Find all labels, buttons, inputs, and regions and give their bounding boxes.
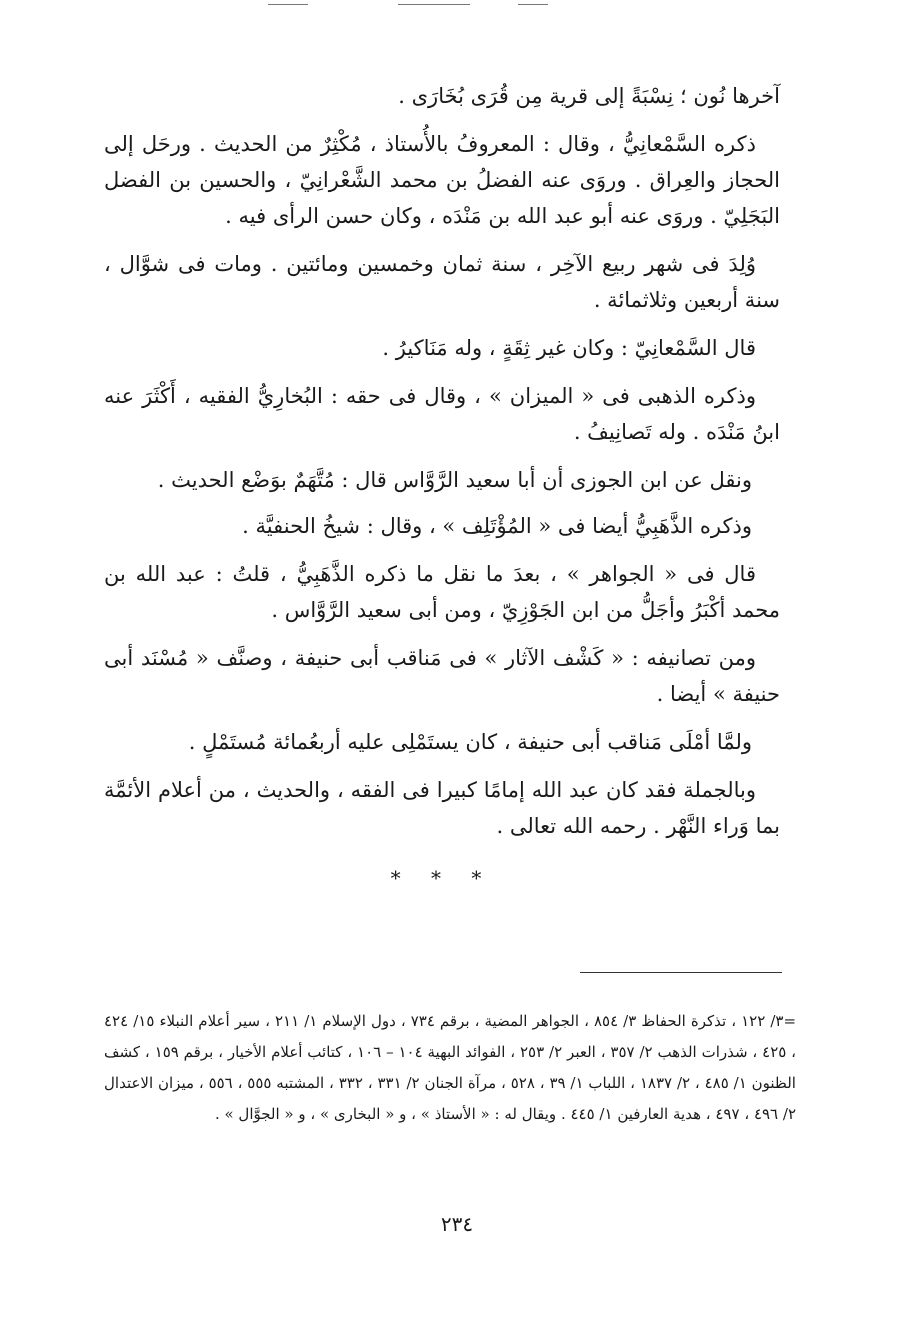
paragraph-11: وبالجملة فقد كان عبد الله إمامًا كبيرا فى الفقه ، والحديث ، من أعلام الأئمَّة بما وَراء النَّهْر . رحمه الله تعالى . bbox=[104, 778, 780, 838]
top-decorative-rules bbox=[0, 4, 914, 8]
page-number: ٢٣٤ bbox=[440, 1212, 474, 1236]
footnote-divider bbox=[580, 972, 782, 973]
paragraph-2: ذكره السَّمْعانِيُّ ، وقال : المعروفُ بالأُستاذ ، مُكْثِرٌ من الحديث . ورحَل إلى الحجاز والعِراق . وروَى عنه الفضلُ بن محمد الشَّعْرانِيّ ، والحسين بن الفضل البَجَلِيّ . وروَى عنه أبو عبد الله بن مَنْدَه ، وكان حسن الرأى فيه . bbox=[104, 132, 780, 228]
paragraph-9: ومن تصانيفه : « كَشْف الآثار » فى مَناقب أبى حنيفة ، وصنَّف « مُسْنَد أبى حنيفة » أيضا . bbox=[104, 646, 780, 706]
paragraph-1: آخرها نُون ؛ نِسْبَةً إلى قرية مِن قُرَى بُخَارَى . bbox=[398, 84, 780, 108]
paragraph-3: وُلِدَ فى شهر ربيع الآخِر ، سنة ثمان وخمسين ومائتين . ومات فى شوَّال ، سنة أربعين وثلاثمائة . bbox=[104, 252, 780, 312]
paragraph-7: وذكره الذَّهَبِيُّ أيضا فى « المُؤْتَلِف » ، وقال : شيخُ الحنفيَّة . bbox=[242, 514, 752, 538]
footnote: =٣/ ١٢٢ ، تذكرة الحفاظ ٣/ ٨٥٤ ، الجواهر المضية ، برقم ٧٣٤ ، دول الإسلام ١/ ٢١١ ، سير أعلام النبلاء ١٥/ ٤٢٤ ، ٤٢٥ ، شذرات الذهب ٢/ ٣٥٧ ، العبر ٢/ ٢٥٣ ، الفوائد البهية ١٠٤ – ١٠٦ ، كتائب أعلام الأخيار ، برقم ١٥٩ ، كشف الظنون ١/ ٤٨٥ ، ٢/ ١٨٣٧ ، اللباب ١/ ٣٩ ، ٥٢٨ ، مرآة الجنان ٢/ ٣٣١ ، ٣٣٢ ، المشتبه ٥٥٥ ، ٥٥٦ ، ميزان الاعتدال ٢/ ٤٩٦ ، ٤٩٧ ، هدية العارفين ١/ ٤٤٥ . ويقال له : « الأستاذ » ، و « البخارى » ، و « الجوَّال » . bbox=[104, 1012, 797, 1123]
paragraph-6: ونقل عن ابن الجوزى أن أبا سعيد الرَّوَّاس قال : مُتَّهَمٌ بوَضْع الحديث . bbox=[157, 468, 752, 492]
paragraph-10: ولمَّا أمْلَى مَناقب أبى حنيفة ، كان يستَمْلِى عليه أربعُمائة مُستَمْلٍ . bbox=[188, 730, 752, 754]
paragraph-8: قال فى « الجواهر » ، بعدَ ما نقل ما ذكره الذَّهَبِيُّ ، قلتُ : عبد الله بن محمد أكْبَرُ وأجَلُّ من ابن الجَوْزِيّ ، ومن أبى سعيد الرَّوَّاس . bbox=[104, 562, 780, 622]
main-text bbox=[104, 78, 780, 890]
paragraph-4: قال السَّمْعانِيّ : وكان غير ثِقَةٍ ، وله مَنَاكيرُ . bbox=[382, 336, 756, 360]
section-separator: * * * bbox=[390, 866, 494, 890]
paragraph-5: وذكره الذهبى فى « الميزان » ، وقال فى حقه : البُخارِيُّ الفقيه ، أَكْثَرَ عنه ابنُ مَنْدَه . وله تَصانِيفُ . bbox=[104, 384, 780, 444]
